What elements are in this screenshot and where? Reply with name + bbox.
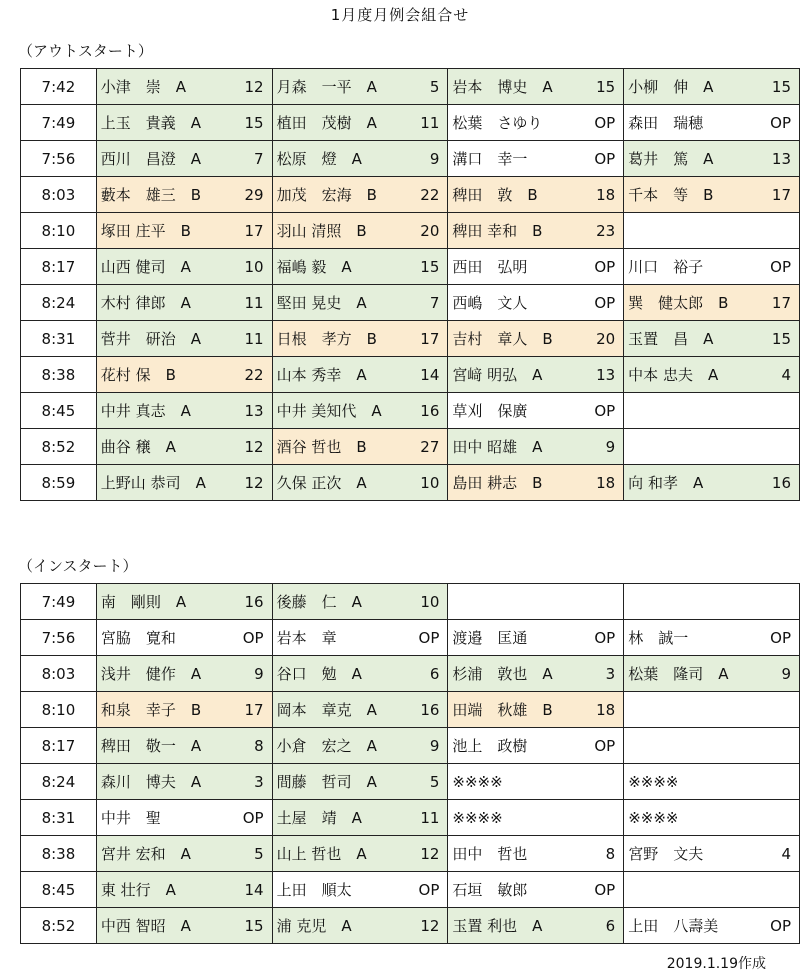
out-start-table (20, 68, 800, 501)
player-handicap: OP (242, 628, 264, 647)
player-cell (272, 692, 448, 728)
player-cell (448, 69, 624, 105)
player-name: 植田 茂樹 A (276, 114, 377, 132)
player-handicap: 8 (605, 844, 616, 863)
tee-time-row (21, 620, 800, 656)
tee-time-row (21, 393, 800, 429)
player-cell (448, 764, 624, 800)
tee-time-row (21, 465, 800, 501)
player-cell (624, 465, 800, 501)
player-name: 杉浦 敦也 A (452, 665, 553, 683)
player-cell (272, 584, 448, 620)
player-cell (96, 393, 272, 429)
player-name: 東 壮行 A (100, 881, 176, 899)
player-cell (96, 800, 272, 836)
player-name: 稗田 敬一 A (100, 737, 202, 755)
player-handicap: 9 (605, 437, 616, 456)
player-name: 宮井 宏和 A (100, 845, 191, 863)
player-name: 山上 哲也 A (276, 845, 367, 863)
player-cell (96, 908, 272, 944)
player-name: 巽 健太郎 B (628, 294, 729, 312)
tee-time-row (21, 321, 800, 357)
player-name: 西川 昌澄 A (100, 150, 202, 168)
player-name: 玉置 昌 A (628, 330, 714, 348)
player-name: 羽山 清照 B (276, 222, 367, 240)
tee-time: 8:38 (21, 836, 97, 872)
player-cell (448, 908, 624, 944)
player-name: 上野山 恭司 A (100, 474, 206, 492)
player-name: 菅井 研治 A (100, 330, 202, 348)
player-cell (272, 908, 448, 944)
player-cell (272, 105, 448, 141)
player-cell (624, 393, 800, 429)
player-cell (272, 141, 448, 177)
player-name: 山本 秀幸 A (276, 366, 367, 384)
player-name: 中本 忠夫 A (628, 366, 719, 384)
player-name: 田中 哲也 (452, 845, 528, 863)
player-name: 宮脇 寛和 (100, 629, 176, 647)
player-cell (624, 908, 800, 944)
player-handicap: 9 (254, 664, 264, 683)
player-handicap: OP (770, 113, 791, 132)
player-cell (96, 728, 272, 764)
player-handicap: OP (594, 401, 616, 420)
player-handicap: 12 (244, 77, 264, 96)
player-cell (448, 177, 624, 213)
tee-time: 8:03 (21, 656, 97, 692)
player-handicap: 10 (420, 473, 440, 492)
player-cell (624, 213, 800, 249)
player-cell (448, 213, 624, 249)
player-handicap: OP (418, 628, 440, 647)
player-name: 玉置 利也 A (452, 917, 543, 935)
player-cell (448, 393, 624, 429)
player-handicap: 15 (596, 77, 616, 96)
player-handicap: 18 (596, 473, 616, 492)
player-handicap: 15 (420, 257, 440, 276)
player-name: 小柳 伸 A (628, 78, 714, 96)
player-cell (272, 620, 448, 656)
player-handicap: 5 (429, 77, 440, 96)
player-handicap: 18 (596, 700, 616, 719)
tee-time: 7:42 (21, 69, 97, 105)
player-handicap: 9 (781, 664, 791, 683)
player-name: 木村 律郎 A (100, 294, 191, 312)
player-cell (624, 584, 800, 620)
player-cell (448, 357, 624, 393)
player-cell (624, 177, 800, 213)
player-name: 月森 一平 A (276, 78, 377, 96)
player-cell (448, 141, 624, 177)
player-handicap: 6 (429, 664, 440, 683)
player-name: 千本 等 B (628, 186, 714, 204)
player-cell (624, 321, 800, 357)
tee-time: 8:52 (21, 429, 97, 465)
player-name: 藪本 雄三 B (100, 186, 202, 204)
player-cell (448, 836, 624, 872)
tee-time-row (21, 357, 800, 393)
player-handicap: 10 (244, 257, 264, 276)
player-cell (96, 584, 272, 620)
tee-time: 8:17 (21, 728, 97, 764)
player-name: 松葉 さゆり (452, 114, 543, 132)
player-name: 久保 正次 A (276, 474, 367, 492)
player-cell (96, 357, 272, 393)
player-handicap: 10 (420, 592, 440, 611)
player-name: 日根 孝方 B (276, 330, 377, 348)
player-name: 葛井 篤 A (628, 150, 714, 168)
player-name: 稗田 幸和 B (452, 222, 543, 240)
tee-time: 8:24 (21, 764, 97, 800)
player-name: 中井 美知代 A (276, 402, 382, 420)
tee-time: 8:31 (21, 800, 97, 836)
player-handicap: 8 (254, 736, 264, 755)
player-handicap: 6 (605, 916, 616, 935)
player-handicap: 9 (429, 149, 440, 168)
player-handicap: 20 (596, 329, 616, 348)
player-name: 浦 克児 A (276, 917, 352, 935)
player-cell (272, 872, 448, 908)
player-cell (624, 728, 800, 764)
in-start-table (20, 583, 800, 944)
player-name: 西嶋 文人 (452, 294, 528, 312)
player-name: 森田 瑞穂 (628, 114, 704, 132)
tee-time-row (21, 764, 800, 800)
out-start-rows (21, 69, 800, 501)
player-name: ※※※※ (452, 808, 503, 827)
player-cell (272, 69, 448, 105)
player-name: 渡邉 匡通 (452, 629, 528, 647)
player-handicap: 13 (771, 149, 791, 168)
created-date: 2019.1.19作成 (666, 956, 766, 972)
player-handicap: 16 (420, 401, 440, 420)
player-name: 森川 博夫 A (100, 773, 202, 791)
player-cell (272, 393, 448, 429)
player-cell (448, 620, 624, 656)
player-cell (624, 692, 800, 728)
tee-time-row (21, 213, 800, 249)
player-handicap: 12 (420, 844, 440, 863)
player-handicap: 17 (244, 221, 264, 240)
player-name: 堅田 晃史 A (276, 294, 367, 312)
tee-time-row (21, 836, 800, 872)
player-cell (96, 105, 272, 141)
player-name: 中井 真志 A (100, 402, 191, 420)
player-name: 石垣 敏郎 (452, 881, 528, 899)
player-name: 上田 順太 (276, 881, 352, 899)
player-cell (272, 728, 448, 764)
player-cell (448, 465, 624, 501)
tee-time: 8:45 (21, 393, 97, 429)
tee-time-row (21, 872, 800, 908)
tee-time-row (21, 908, 800, 944)
player-handicap: 12 (420, 916, 440, 935)
player-cell (272, 177, 448, 213)
player-handicap: 5 (254, 844, 264, 863)
player-cell (96, 249, 272, 285)
player-handicap: 12 (244, 473, 264, 492)
player-handicap: OP (594, 113, 616, 132)
tee-time-row (21, 141, 800, 177)
player-handicap: OP (594, 149, 616, 168)
player-cell (272, 836, 448, 872)
player-handicap: 7 (254, 149, 264, 168)
player-handicap: 11 (244, 329, 264, 348)
player-name: 島田 耕志 B (452, 474, 543, 492)
player-handicap: 16 (420, 700, 440, 719)
player-handicap: 5 (429, 772, 440, 791)
player-cell (272, 321, 448, 357)
player-cell (96, 285, 272, 321)
player-name: ※※※※ (452, 772, 503, 791)
player-name: 土屋 靖 A (276, 809, 362, 827)
player-handicap: OP (770, 628, 791, 647)
player-handicap: OP (242, 808, 264, 827)
player-cell (96, 872, 272, 908)
player-handicap: 11 (244, 293, 264, 312)
player-name: 岡本 章克 A (276, 701, 377, 719)
player-name: 曲谷 穣 A (100, 438, 176, 456)
tee-time: 8:31 (21, 321, 97, 357)
player-name: 上田 八壽美 (628, 917, 719, 935)
player-name: 岩本 博史 A (452, 78, 553, 96)
tee-time: 7:56 (21, 141, 97, 177)
player-name: 谷口 勉 A (276, 665, 362, 683)
player-cell (448, 728, 624, 764)
tee-time: 8:10 (21, 213, 97, 249)
player-handicap: 15 (771, 77, 791, 96)
player-name: 小倉 宏之 A (276, 737, 377, 755)
player-name: 松原 燈 A (276, 150, 362, 168)
player-cell (624, 429, 800, 465)
player-handicap: 11 (420, 113, 440, 132)
player-handicap: OP (770, 257, 791, 276)
player-cell (624, 620, 800, 656)
player-cell (272, 656, 448, 692)
player-name: 花村 保 B (100, 366, 176, 384)
player-handicap: 9 (429, 736, 440, 755)
player-cell (272, 357, 448, 393)
tee-time-row (21, 249, 800, 285)
tee-time: 8:45 (21, 872, 97, 908)
tee-time: 8:10 (21, 692, 97, 728)
player-handicap: 13 (244, 401, 264, 420)
player-handicap: 17 (420, 329, 440, 348)
in-start-rows (21, 584, 800, 944)
tee-time-row (21, 285, 800, 321)
player-cell (448, 285, 624, 321)
player-cell (96, 429, 272, 465)
player-handicap: 14 (244, 880, 264, 899)
player-name: 西田 弘明 (452, 258, 528, 276)
player-cell (272, 213, 448, 249)
player-handicap: 29 (244, 185, 264, 204)
player-name: 池上 政樹 (452, 737, 528, 755)
player-name: 和泉 幸子 B (100, 701, 202, 719)
player-cell (448, 656, 624, 692)
player-cell (448, 249, 624, 285)
player-name: 草刈 保廣 (452, 402, 528, 420)
player-cell (272, 800, 448, 836)
player-handicap: 16 (244, 592, 264, 611)
player-name: ※※※※ (628, 808, 679, 827)
player-cell (624, 249, 800, 285)
player-name: 松葉 隆司 A (628, 665, 729, 683)
page-title: 1月度月例会組合せ (330, 6, 470, 24)
player-handicap: 22 (244, 365, 264, 384)
player-name: 向 和孝 A (628, 474, 704, 492)
tee-time: 8:59 (21, 465, 97, 501)
player-name: 小津 崇 A (100, 78, 187, 96)
player-handicap: OP (418, 880, 440, 899)
player-cell (96, 69, 272, 105)
tee-time-row (21, 728, 800, 764)
player-cell (96, 177, 272, 213)
player-name: 田中 昭雄 A (452, 438, 543, 456)
player-name: 川口 裕子 (628, 258, 704, 276)
player-name: 加茂 宏海 B (276, 186, 377, 204)
player-name: 上玉 貴義 A (100, 114, 202, 132)
tee-time: 8:38 (21, 357, 97, 393)
player-name: ※※※※ (628, 772, 679, 791)
player-name: 間藤 哲司 A (276, 773, 377, 791)
player-name: 岩本 章 (276, 629, 337, 647)
player-handicap: 15 (244, 916, 264, 935)
tee-time: 7:56 (21, 620, 97, 656)
player-handicap: 17 (244, 700, 264, 719)
player-name: 山西 健司 A (100, 258, 191, 276)
tee-time-row (21, 69, 800, 105)
player-name: 溝口 幸一 (452, 150, 528, 168)
player-cell (448, 429, 624, 465)
player-name: 田端 秋雄 B (452, 701, 553, 719)
player-handicap: 23 (596, 221, 616, 240)
tee-time-row (21, 584, 800, 620)
tee-time-row (21, 429, 800, 465)
in-start-label: （インスタート） (18, 557, 138, 575)
player-cell (624, 872, 800, 908)
player-handicap: 20 (420, 221, 440, 240)
player-name: 吉村 章人 B (452, 330, 553, 348)
player-cell (624, 105, 800, 141)
player-name: 稗田 敦 B (452, 186, 538, 204)
tee-time: 8:03 (21, 177, 97, 213)
player-cell (448, 321, 624, 357)
player-cell (448, 584, 624, 620)
tee-time-row (21, 177, 800, 213)
player-name: 浅井 健作 A (100, 665, 202, 683)
player-cell (272, 764, 448, 800)
player-cell (272, 249, 448, 285)
player-handicap: 3 (254, 772, 264, 791)
player-name: 林 誠一 (628, 629, 689, 647)
player-cell (448, 105, 624, 141)
player-cell (96, 692, 272, 728)
player-name: 中井 聖 (100, 809, 161, 827)
player-name: 福嶋 毅 A (276, 258, 352, 276)
player-handicap: 13 (596, 365, 616, 384)
player-cell (96, 620, 272, 656)
player-handicap: OP (594, 880, 616, 899)
player-cell (272, 465, 448, 501)
player-cell (272, 285, 448, 321)
player-handicap: OP (594, 257, 616, 276)
player-name: 中西 智昭 A (100, 917, 191, 935)
tee-time-row (21, 656, 800, 692)
player-handicap: 18 (596, 185, 616, 204)
player-cell (624, 357, 800, 393)
player-cell (96, 465, 272, 501)
player-handicap: 17 (771, 185, 791, 204)
player-handicap: OP (594, 293, 616, 312)
player-name: 宮野 文夫 (628, 845, 704, 863)
player-handicap: 4 (781, 844, 791, 863)
player-cell (624, 285, 800, 321)
player-cell (272, 429, 448, 465)
player-cell (96, 656, 272, 692)
player-cell (624, 836, 800, 872)
player-name: 南 剛則 A (100, 593, 187, 611)
player-cell (448, 872, 624, 908)
player-cell (96, 141, 272, 177)
player-handicap: OP (594, 628, 616, 647)
player-handicap: 12 (244, 437, 264, 456)
player-handicap: 22 (420, 185, 440, 204)
player-handicap: 27 (420, 437, 440, 456)
player-name: 塚田 庄平 B (100, 222, 191, 240)
player-cell (96, 213, 272, 249)
player-name: 宮﨑 明弘 A (452, 366, 543, 384)
player-handicap: OP (770, 916, 791, 935)
player-handicap: 17 (771, 293, 791, 312)
player-handicap: 11 (420, 808, 440, 827)
player-handicap: 14 (420, 365, 440, 384)
player-handicap: 15 (771, 329, 791, 348)
player-cell (624, 800, 800, 836)
player-handicap: OP (594, 736, 616, 755)
player-cell (624, 69, 800, 105)
tee-time-row (21, 800, 800, 836)
player-cell (448, 692, 624, 728)
tee-time: 8:17 (21, 249, 97, 285)
tee-time-row (21, 692, 800, 728)
player-cell (96, 321, 272, 357)
player-cell (96, 836, 272, 872)
tee-time: 7:49 (21, 105, 97, 141)
tee-time: 7:49 (21, 584, 97, 620)
tee-time-row (21, 105, 800, 141)
player-handicap: 4 (781, 365, 791, 384)
player-cell (624, 141, 800, 177)
player-name: 後藤 仁 A (276, 593, 362, 611)
out-start-label: （アウトスタート） (18, 42, 153, 60)
player-cell (624, 764, 800, 800)
player-cell (624, 656, 800, 692)
tee-time: 8:52 (21, 908, 97, 944)
tee-time: 8:24 (21, 285, 97, 321)
player-handicap: 16 (771, 473, 791, 492)
player-cell (96, 764, 272, 800)
player-handicap: 3 (605, 664, 616, 683)
player-name: 酒谷 哲也 B (276, 438, 367, 456)
player-handicap: 15 (244, 113, 264, 132)
player-cell (448, 800, 624, 836)
player-handicap: 7 (429, 293, 440, 312)
